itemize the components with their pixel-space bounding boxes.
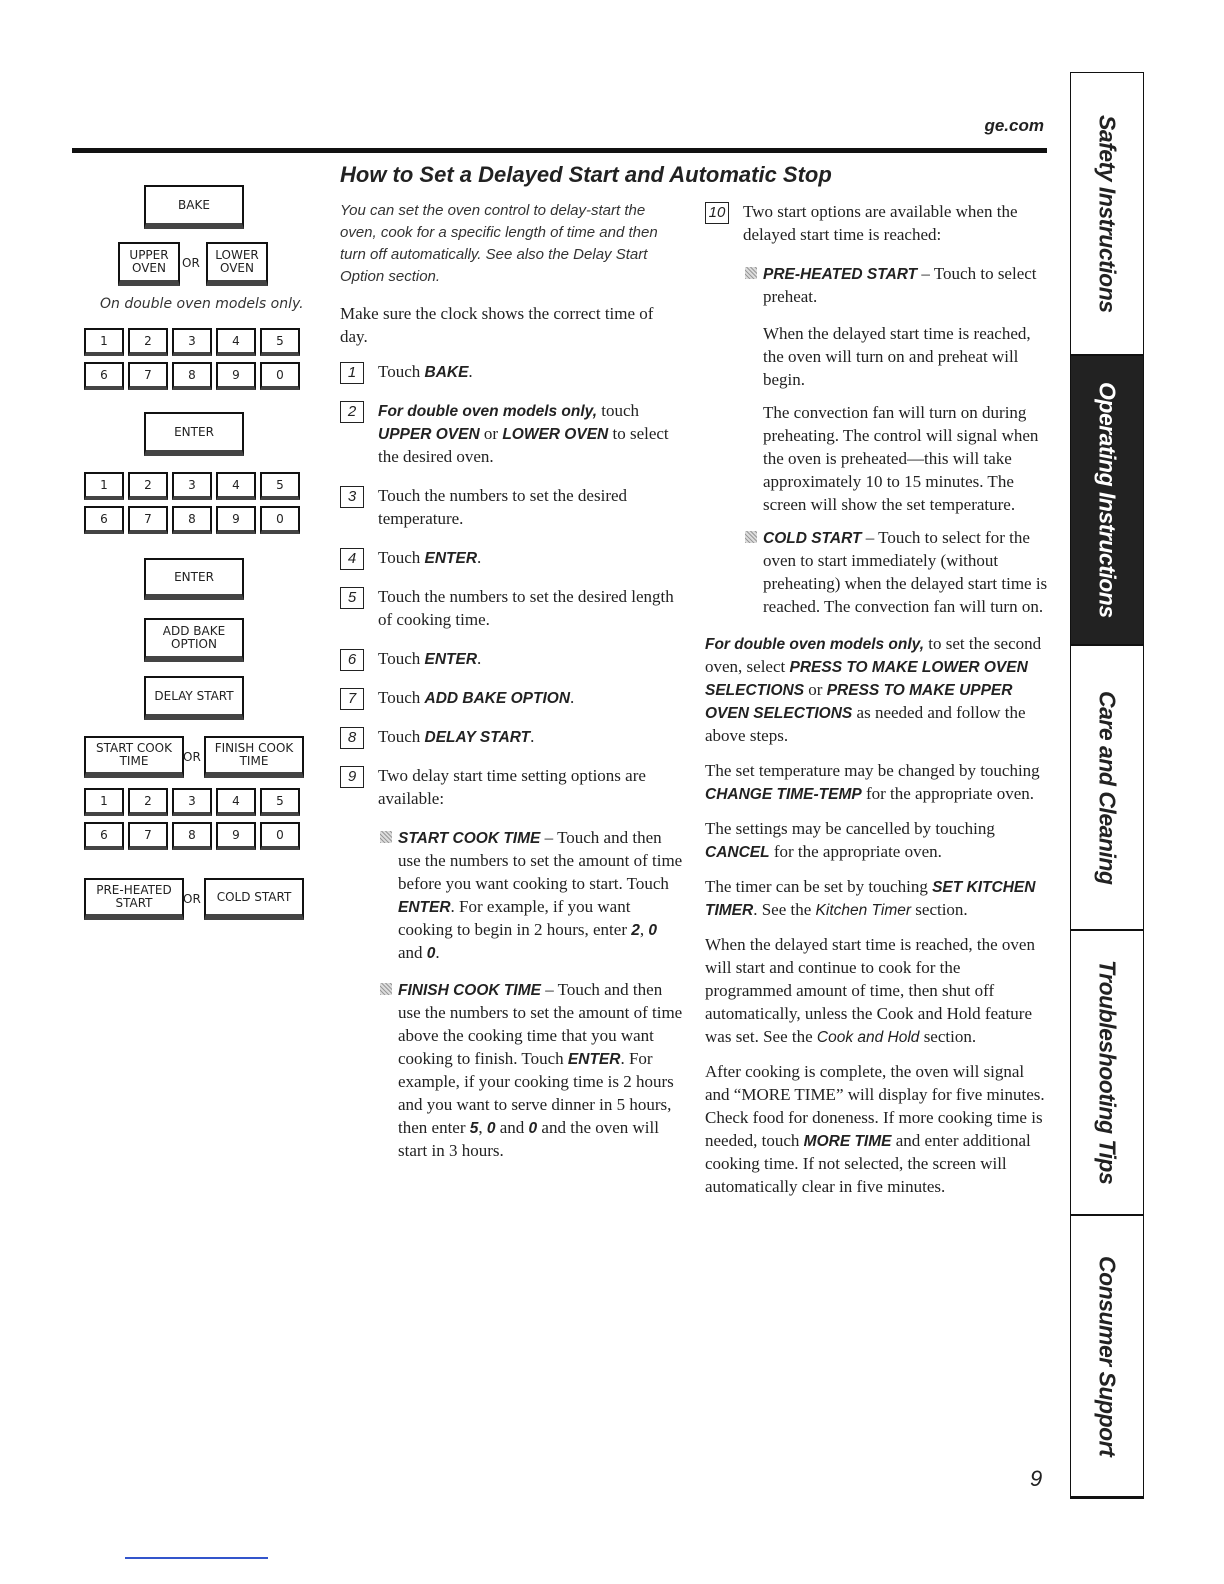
paragraph [705,632,1050,747]
finish-cook-time-key: FINISH COOK TIME [204,736,304,778]
digit-key: 2 [128,472,168,500]
bullet-icon [745,531,757,543]
text: as needed and follow the above steps. [705,703,1026,745]
digit-key: 3 [172,472,212,500]
digit-key: 1 [84,472,124,500]
or-label: OR [182,256,200,270]
text: . For example, if you want cooking to begin in 2 hours, enter [398,897,632,939]
cold-start-key: COLD START [204,878,304,920]
pre-heated-start-key: PRE-HEATED START [84,878,184,920]
text: , [639,920,649,939]
emphasis-text: BAKE [424,364,469,381]
text: Touch [378,727,425,746]
digit-key: 5 [260,328,300,356]
add-bake-option-key: ADD BAKE OPTION [144,618,244,662]
text: to select the desired oven. [378,424,669,466]
digit-key: 0 [260,362,300,390]
text: – Touch to select for the oven to start immediately (without preheating) when the delayed start time is reached. The convection fan will turn on. [763,528,1048,616]
step-number: 10 [705,202,729,224]
emphasis-text: 0 [528,1120,538,1137]
page-number: 9 [1030,1466,1043,1491]
text: Touch the numbers to set the desired temperature. [378,486,628,528]
emphasis-text: MORE TIME [803,1133,892,1150]
text: Make sure the clock shows the correct time of day. [340,304,654,346]
step-number: 3 [340,486,364,508]
digit-key: 7 [128,362,168,390]
text: Touch [378,548,425,567]
digit-key: 3 [172,328,212,356]
tab-safety-instructions[interactable] [1071,73,1143,356]
digit-key: 5 [260,472,300,500]
enter-key: ENTER [144,412,244,456]
step-5 [340,585,685,631]
emphasis-text: PRESS TO MAKE UPPER OVEN SELECTIONS [705,682,1013,722]
lower-oven-key: LOWER OVEN [206,242,268,286]
step-number: 7 [340,688,364,710]
text: . [435,943,440,962]
text: , [478,1118,487,1137]
step-9 [340,764,685,810]
delay-start-key: DELAY START [144,676,244,720]
text: section. [919,1027,977,1046]
digit-key: 0 [260,822,300,850]
text: . [477,649,482,668]
emphasis-text: DELAY START [424,729,531,746]
text: for the appropriate oven. [861,784,1035,803]
digit-key: 6 [84,362,124,390]
instructions-column-left [340,200,685,1176]
instructions-column-right [705,200,1050,1210]
text: Touch the numbers to set the desired length of cooking time. [378,587,674,629]
text: to set the second oven, select [705,634,1042,676]
emphasis-text: SET KITCHEN TIMER [705,879,1036,919]
text: and [398,943,427,962]
text: The timer can be set by touching [705,877,933,896]
text: . For example, if your cooking time is 2 hours and you want to serve dinner in 5 hours, then enter [398,1049,674,1137]
step-number: 6 [340,649,364,671]
text: . [530,727,535,746]
text: or [804,680,827,699]
emphasis-text: CHANGE TIME-TEMP [705,786,862,803]
digit-key: 7 [128,822,168,850]
emphasis-text: PRESS TO MAKE LOWER OVEN SELECTIONS [705,659,1028,699]
text: section. [911,900,968,919]
or-label: OR [183,750,201,764]
paragraph [705,817,1050,863]
emphasis-text: CANCEL [705,844,770,861]
text: Kitchen Timer [815,902,912,919]
paragraph [340,302,685,348]
text: and the oven will start in 3 hours. [398,1118,659,1160]
emphasis-text: 0 [426,945,436,962]
step-number: 1 [340,362,364,384]
or-label: OR [183,892,201,906]
text: When the delayed start time is reached, the oven will start and continue to cook for the programmed amount of time, then shut off automatically, unless the Cook and Hold feature was set. See the [705,935,1035,1046]
paragraph [705,1060,1050,1198]
emphasis-text: 2 [631,922,640,939]
intro-text [340,200,680,288]
tab-care-and-cleaning[interactable] [1071,646,1143,931]
step-3 [340,484,685,530]
text: You can set the oven control to delay-start the oven, cook for a specific length of time and then turn off automatically. See also the Delay Start Option section. [340,202,658,285]
emphasis-text: 5 [469,1120,479,1137]
step-2 [340,399,685,468]
emphasis-text: For double oven models only, [378,403,598,420]
step-number: 8 [340,727,364,749]
step-number: 2 [340,401,364,423]
digit-key: 8 [172,362,212,390]
digit-key: 5 [260,788,300,816]
text: . See the [753,900,816,919]
tab-consumer-support[interactable] [1071,1216,1143,1498]
step-7 [340,686,685,709]
text: Touch [378,688,425,707]
paragraph [705,759,1050,805]
text: Cook and Hold [816,1029,920,1046]
emphasis-text: ENTER [567,1051,621,1068]
step-10 [705,200,1050,246]
emphasis-text: START COOK TIME [398,830,541,847]
tab-label: Consumer Support [1094,1255,1121,1457]
emphasis-text: 0 [648,922,657,939]
section-tabs [1070,72,1144,1499]
double-oven-note: On double oven models only. [100,296,304,312]
digit-key: 1 [84,788,124,816]
emphasis-text: 0 [486,1120,496,1137]
digit-key: 4 [216,472,256,500]
option-item [705,322,1050,391]
emphasis-text: LOWER OVEN [502,426,609,443]
text: or [479,424,503,443]
bullet-icon [380,831,392,843]
text: and enter additional cooking time. If not selected, the screen will automatically clear in five minutes. [705,1131,1031,1196]
text: touch [597,401,640,420]
step-8 [340,725,685,748]
digit-key: 7 [128,506,168,534]
digit-key: 9 [216,506,256,534]
digit-key: 9 [216,822,256,850]
digit-key: 8 [172,506,212,534]
digit-key: 3 [172,788,212,816]
text: Two start options are available when the delayed start time is reached: [743,202,1018,244]
site-url: ge.com [984,116,1044,135]
digit-key: 9 [216,362,256,390]
paragraph [705,875,1050,921]
digit-key: 4 [216,328,256,356]
text: After cooking is complete, the oven will signal and “MORE TIME” will display for five minutes. Check food for doneness. If more cooking time is needed, touch [705,1062,1045,1150]
text: The settings may be cancelled by touching [705,819,995,838]
digit-key: 0 [260,506,300,534]
emphasis-text: FINISH COOK TIME [398,982,541,999]
page-title: How to Set a Delayed Start and Automatic Stop [340,162,832,187]
emphasis-text: ENTER [398,899,451,916]
text: When the delayed start time is reached, the oven will turn on and preheat will begin. [763,324,1031,389]
footer-rule [125,1557,268,1559]
tab-troubleshooting-tips[interactable] [1071,931,1143,1216]
text: Touch [378,649,425,668]
option-item [705,262,1050,308]
start-cook-time-key: START COOK TIME [84,736,184,778]
text: Touch [378,362,425,381]
emphasis-text: COLD START [763,530,862,547]
tab-label: Safety Instructions [1094,114,1121,313]
text: . [477,548,482,567]
bake-key: BAKE [144,185,244,229]
step-4 [340,546,685,569]
bullet-icon [380,983,392,995]
text: Two delay start time setting options are available: [378,766,646,808]
header-rule [72,148,1047,153]
text: – Touch to select preheat. [763,264,1037,306]
text: . [570,688,575,707]
text: The set temperature may be changed by touching [705,761,1040,780]
digit-key: 2 [128,788,168,816]
text: – Touch and then use the numbers to set the amount of time before you want cooking to start. Touch [398,828,683,893]
digit-key: 8 [172,822,212,850]
step-number: 9 [340,766,364,788]
digit-key: 2 [128,328,168,356]
emphasis-text: PRE-HEATED START [763,266,918,283]
tab-label: Troubleshooting Tips [1094,960,1121,1185]
upper-oven-key: UPPER OVEN [118,242,180,286]
bullet-icon [745,267,757,279]
emphasis-text: UPPER OVEN [378,426,480,443]
digit-key: 4 [216,788,256,816]
digit-key: 6 [84,506,124,534]
option-item [340,826,685,964]
tab-operating-instructions[interactable] [1071,356,1143,646]
text: The convection fan will turn on during preheating. The control will signal when the oven is preheated—this will take approximately 10 to 15 minutes. The screen will show the set temperature. [763,403,1039,514]
step-6 [340,647,685,670]
emphasis-text: ENTER [424,550,478,567]
tab-label: Care and Cleaning [1094,690,1121,885]
emphasis-text: ENTER [424,651,478,668]
text: . [468,362,473,381]
digit-key: 6 [84,822,124,850]
tab-label: Operating Instructions [1094,382,1121,618]
step-1 [340,360,685,383]
emphasis-text: For double oven models only, [705,636,925,653]
text: for the appropriate oven. [769,842,942,861]
paragraph [705,933,1050,1048]
emphasis-text: ADD BAKE OPTION [424,690,571,707]
enter-key: ENTER [144,558,244,600]
text: – Touch and then use the numbers to set the amount of time above the cooking time that you want cooking to finish. Touch [398,980,683,1068]
text: and [495,1118,529,1137]
digit-key: 1 [84,328,124,356]
step-number: 5 [340,587,364,609]
option-item [705,401,1050,516]
option-item [705,526,1050,618]
step-number: 4 [340,548,364,570]
option-item [340,978,685,1162]
